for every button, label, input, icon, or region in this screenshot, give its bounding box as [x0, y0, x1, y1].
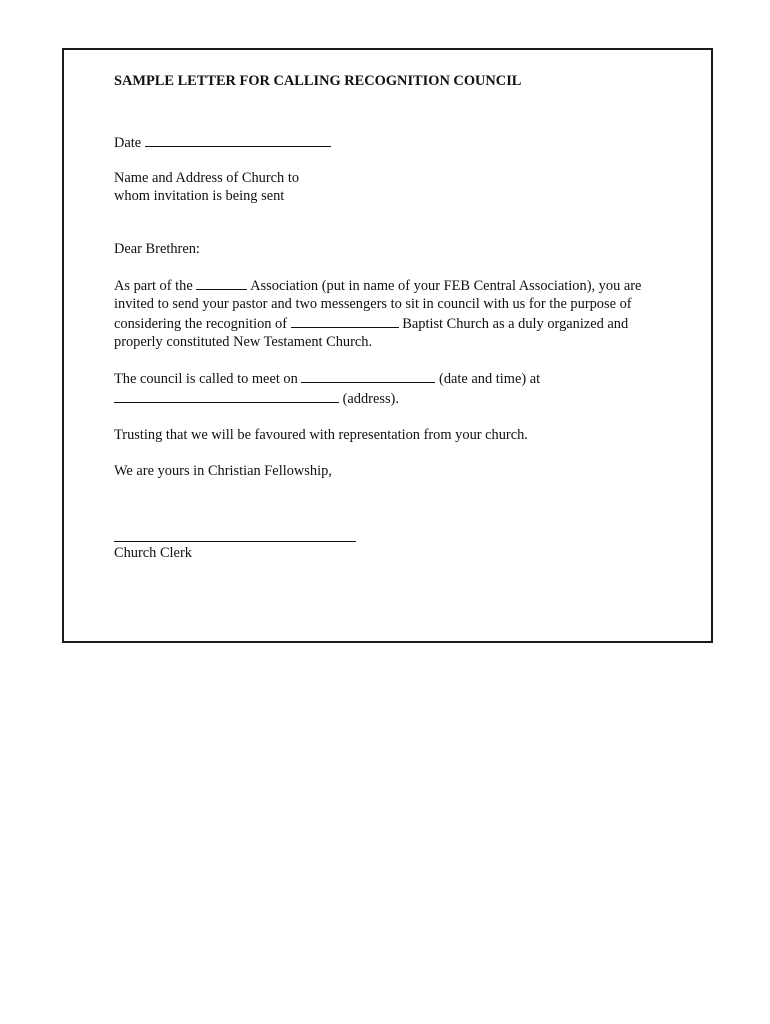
signature-label: Church Clerk — [114, 545, 192, 561]
invitation-text-d: Baptist Church as a duly organized and — [402, 316, 629, 332]
council-text-c: (address). — [342, 391, 399, 407]
invitation-paragraph — [114, 275, 674, 351]
invitation-text-a: As part of the — [114, 278, 193, 294]
date-blank[interactable] — [145, 132, 331, 147]
recipient-line-1: Name and Address of Church to — [114, 170, 300, 186]
council-paragraph — [114, 368, 674, 408]
invitation-line-4: properly constituted New Testament Church. — [114, 334, 373, 350]
address-blank[interactable] — [114, 388, 339, 403]
council-line-2 — [114, 388, 674, 408]
closing-line: We are yours in Christian Fellowship, — [114, 463, 332, 479]
recipient-block — [114, 169, 674, 205]
invitation-line-3 — [114, 313, 674, 333]
invitation-line-1 — [114, 275, 674, 295]
letter-content — [114, 72, 674, 562]
association-blank[interactable] — [196, 275, 247, 290]
letter-title: SAMPLE LETTER FOR CALLING RECOGNITION COUNCIL — [114, 73, 522, 89]
council-text-a: The council is called to meet on — [114, 371, 298, 387]
letter-frame — [62, 48, 713, 643]
council-text-b: (date and time) at — [439, 371, 541, 387]
invitation-text-c: considering the recognition of — [114, 316, 288, 332]
signature-line[interactable] — [114, 540, 356, 542]
date-label: Date — [114, 135, 142, 151]
church-name-blank[interactable] — [291, 313, 399, 328]
council-line-1 — [114, 368, 674, 388]
invitation-line-2: invited to send your pastor and two messengers to sit in council with us for the purpose of — [114, 296, 632, 312]
invitation-text-b: Association (put in name of your FEB Central Association), you are — [250, 278, 642, 294]
salutation: Dear Brethren: — [114, 241, 200, 257]
date-time-blank[interactable] — [301, 368, 435, 383]
recipient-line-2: whom invitation is being sent — [114, 188, 285, 204]
trusting-paragraph: Trusting that we will be favoured with representation from your church. — [114, 427, 528, 443]
date-line — [114, 132, 674, 152]
